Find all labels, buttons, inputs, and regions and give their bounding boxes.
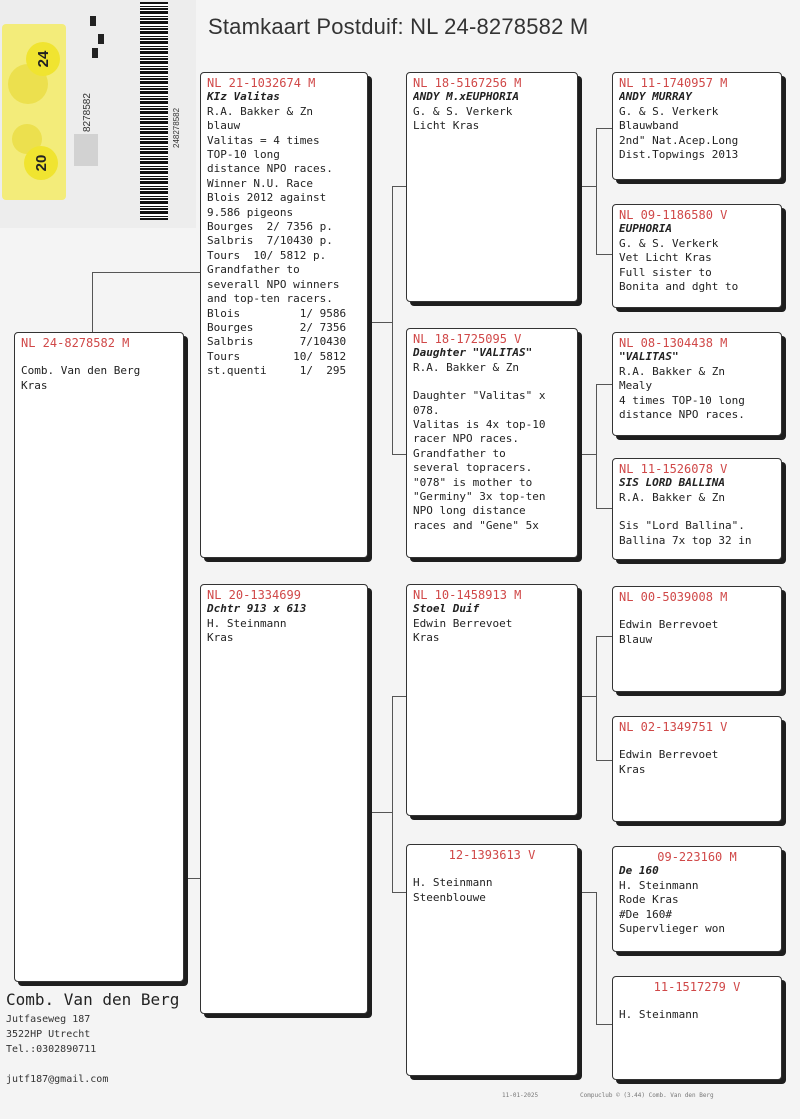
info-line: Kras [413, 631, 440, 645]
ring-number: 11-1517279 V [653, 980, 741, 994]
info-line: Ballina 7x top 32 in [619, 533, 752, 547]
info-line: 9.586 pigeons [207, 205, 294, 219]
owner-phone: Tel.:0302890711 [6, 1044, 97, 1055]
pedigree-card-subject [14, 332, 184, 982]
info-line: Kras [619, 762, 646, 776]
info-line: Grandfather to [413, 446, 506, 460]
ring-sticker [0, 0, 196, 228]
pigeon-name: ANDY MURRAY [619, 90, 692, 104]
barcode-text: 248278582 [172, 107, 181, 148]
info-line: "Germiny" 3x top-ten [413, 490, 546, 504]
info-line: Dist.Topwings 2013 [619, 148, 739, 162]
pedigree-card-mother [200, 584, 368, 1014]
pigeon-name: "VALITAS" [619, 350, 679, 364]
info-line: Tours 10/ 5812 [207, 349, 347, 363]
info-line: Valitas = 4 times [207, 133, 320, 147]
year-badge-top: 24 [26, 42, 60, 76]
ring-number: NL 11-1526078 V [619, 462, 728, 476]
info-line: distance NPO races. [207, 162, 333, 176]
software-credit: Compuclub © (3.44) Comb. Van den Berg [580, 1092, 714, 1099]
page-title: Stamkaart Postduif: NL 24-8278582 M [208, 14, 589, 39]
info-line: 2nd" Nat.Acep.Long [619, 133, 739, 147]
info-line: H. Steinmann [207, 616, 287, 630]
info-line: Vet Licht Kras [619, 251, 712, 265]
info-line: Sis "Lord Ballina". [619, 519, 745, 533]
info-line: several topracers. [413, 461, 533, 475]
pedigree-card-father [200, 72, 368, 558]
ring-number: NL 24-8278582 M [21, 336, 130, 350]
info-line: Edwin Berrevoet [619, 618, 719, 632]
info-line: st.quenti 1/ 295 [207, 364, 347, 378]
pigeon-name: Stoel Duif [413, 602, 480, 616]
owner-name: Comb. Van den Berg [6, 990, 180, 1009]
info-line: races and "Gene" 5x [413, 518, 539, 532]
info-line: Valitas is 4x top-10 [413, 418, 546, 432]
info-line: Supervlieger won [619, 922, 725, 936]
info-line: Daughter "Valitas" x [413, 389, 546, 403]
info-line: Blois 1/ 9586 [207, 306, 347, 320]
ring-number: NL 09-1186580 V [619, 208, 728, 222]
info-line: R.A. Bakker & Zn [207, 104, 313, 118]
info-line: racer NPO races. [413, 432, 519, 446]
info-line: Blauw [619, 632, 653, 646]
barcode [140, 2, 168, 220]
info-line: R.A. Bakker & Zn [413, 360, 519, 374]
pedigree-card-fmm [612, 458, 782, 560]
info-line: blauw [207, 119, 241, 133]
info-line: 078. [413, 403, 440, 417]
ring-number: NL 18-5167256 M [413, 76, 522, 90]
pigeon-name: Daughter "VALITAS" [413, 346, 533, 360]
pigeon-name: EUPHORIA [619, 222, 672, 236]
info-line: Rode Kras [619, 893, 679, 907]
pedigree-card-fff [612, 72, 782, 180]
info-line: TOP-10 long [207, 148, 280, 162]
info-line: and top-ten racers. [207, 292, 333, 306]
info-line: R.A. Bakker & Zn [619, 364, 725, 378]
info-line: H. Steinmann [619, 878, 699, 892]
ring-number: 12-1393613 V [448, 848, 536, 862]
info-line: G. & S. Verkerk [619, 236, 719, 250]
pedigree-card-fm [406, 328, 578, 558]
info-line: G. & S. Verkerk [619, 104, 719, 118]
info-line: Salbris 7/10430 p. [207, 234, 333, 248]
pedigree-card-mff [612, 586, 782, 692]
info-line: Bourges 2/ 7356 p. [207, 220, 333, 234]
info-line: Full sister to [619, 265, 712, 279]
print-date: 11-01-2025 [502, 1092, 539, 1099]
info-line: Winner N.U. Race [207, 176, 313, 190]
pedigree-card-ff [406, 72, 578, 302]
pedigree-card-mm [406, 844, 578, 1076]
pigeon-name: SIS LORD BALLINA [619, 476, 725, 490]
owner-city: 3522HP Utrecht [6, 1029, 91, 1040]
info-line: Mealy [619, 379, 653, 393]
pedigree-card-mf [406, 584, 578, 816]
pedigree-card-mmf [612, 846, 782, 952]
pigeon-name: KIz Valitas [207, 90, 280, 104]
ring-number: NL 08-1304438 M [619, 336, 728, 350]
pedigree-card-mmm [612, 976, 782, 1080]
ring-number: NL 21-1032674 M [207, 76, 316, 90]
ring-code: 8278582 [82, 93, 93, 132]
ring-number: NL 02-1349751 V [619, 720, 728, 734]
info-line: Steenblouwe [413, 890, 486, 904]
info-line: Grandfather to [207, 263, 300, 277]
ring-number: NL 20-1334699 [207, 588, 301, 602]
pigeon-name: Dchtr 913 x 613 [207, 602, 307, 616]
info-line: Tours 10/ 5812 p. [207, 248, 327, 262]
info-line: Kras [207, 631, 234, 645]
info-line: Licht Kras [413, 119, 480, 133]
ring-number: NL 11-1740957 M [619, 76, 728, 90]
pedigree-card-fmf [612, 332, 782, 436]
pedigree-card-mfm [612, 716, 782, 822]
info-line: 4 times TOP-10 long [619, 393, 745, 407]
pedigree-card-ffm [612, 204, 782, 308]
info-line: "078" is mother to [413, 475, 533, 489]
ring-number: NL 10-1458913 M [413, 588, 522, 602]
ring-number: 09-223160 M [657, 850, 737, 864]
info-line: R.A. Bakker & Zn [619, 490, 725, 504]
info-line: G. & S. Verkerk [413, 104, 513, 118]
info-line: Bonita and dght to [619, 280, 739, 294]
ring-number: NL 00-5039008 M [619, 590, 728, 604]
info-line: severall NPO winners [207, 277, 340, 291]
pigeon-name: De 160 [619, 864, 659, 878]
info-line: Edwin Berrevoet [619, 748, 719, 762]
info-line: Blauwband [619, 119, 679, 133]
info-line: #De 160# [619, 907, 672, 921]
ring-number: NL 18-1725095 V [413, 332, 522, 346]
logo-icon [88, 14, 118, 64]
color-line: Kras [21, 378, 48, 392]
pigeon-name: ANDY M.xEUPHORIA [413, 90, 519, 104]
owner-street: Jutfaseweg 187 [6, 1014, 91, 1025]
info-line: Bourges 2/ 7356 [207, 320, 347, 334]
owner-line: Comb. Van den Berg [21, 364, 141, 378]
info-line: H. Steinmann [413, 876, 493, 890]
year-badge-bottom: 20 [24, 146, 58, 180]
info-line: distance NPO races. [619, 408, 745, 422]
info-line: Edwin Berrevoet [413, 616, 513, 630]
stamp-mark [74, 134, 98, 166]
info-line: Salbris 7/10430 [207, 335, 347, 349]
info-line: NPO long distance [413, 504, 526, 518]
info-line: Blois 2012 against [207, 191, 327, 205]
owner-email: jutf187@gmail.com [6, 1074, 109, 1085]
info-line: H. Steinmann [619, 1008, 699, 1022]
